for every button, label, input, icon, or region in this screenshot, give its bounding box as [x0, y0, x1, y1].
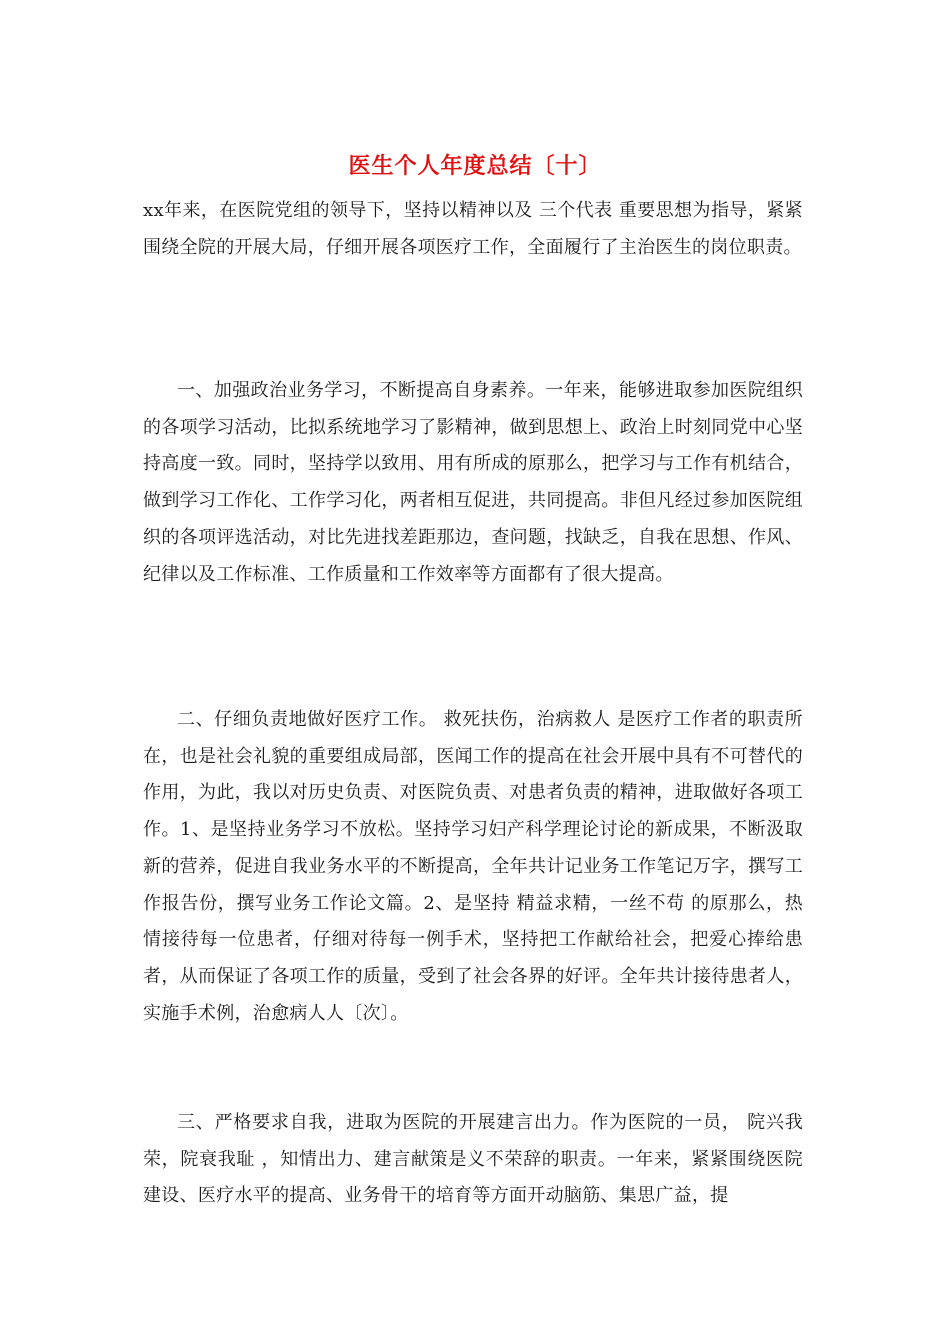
section-paragraph-3: 三、严格要求自我，进取为医院的开展建言出力。作为医院的一员， 院兴我荣，院衰我耻 ，知情出力、建言献策是义不荣辞的职责。一年来，紧紧围绕医院建设、医疗水平的提高、业务骨干的培育等方面开动脑筋、集思广益，提 [143, 1112, 803, 1207]
document-title: 医生个人年度总结〔十〕 [348, 153, 602, 179]
section-paragraph-1: 一、加强政治业务学习，不断提高自身素养。一年来，能够进取参加医院组织的各项学习活动，比拟系统地学习了影精神，做到思想上、政治上时刻同党中心坚持高度一致。同时，坚持学以致用、用有所成的原那么，把学习与工作有机结合，做到学习工作化、工作学习化，两者相互促进，共同提高。非但凡经过参加医院组织的各项评选活动，对比先进找差距那边，查问题，找缺乏，自我在思想、作风、纪律以及工作标准、工作质量和工作效率等方面都有了很大提高。 [143, 380, 803, 585]
intro-paragraph: xx年来，在医院党组的领导下，坚持以精神以及 三个代表 重要思想为指导，紧紧围绕全院的开展大局，仔细开展各项医疗工作，全面履行了主治医生的岗位职责。 [143, 200, 803, 258]
section-paragraph-2: 二、仔细负责地做好医疗工作。 救死扶伤，治病救人 是医疗工作者的职责所在，也是社会礼貌的重要组成局部，医闻工作的提高在社会开展中具有不可替代的作用，为此，我以对历史负责、对医院负责、对患者负责的精神，进取做好各项工作。1、是坚持业务学习不放松。坚持学习妇产科学理论讨论的新成果，不断汲取新的营养，促进自我业务水平的不断提高，全年共计记业务工作笔记万字，撰写工作报告份，撰写业务工作论文篇。2、是坚持 精益求精，一丝不苟 的原那么，热情接待每一位患者，仔细对待每一例手术，坚持把工作献给社会，把爱心捧给患者，从而保证了各项工作的质量，受到了社会各界的好评。全年共计接待患者人，实施手术例，治愈病人人〔次〕。 [143, 709, 803, 1024]
